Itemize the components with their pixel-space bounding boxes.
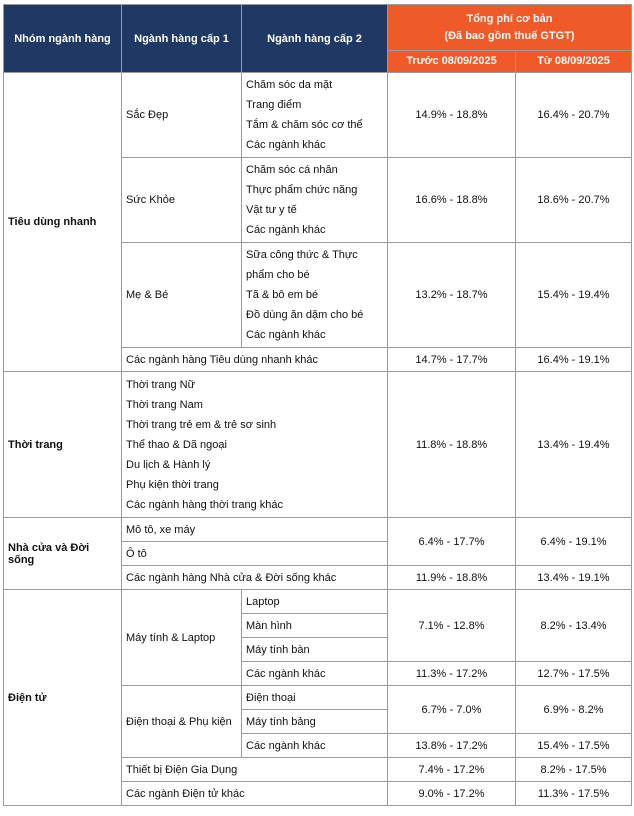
fee-from: 6.4% - 19.1% (516, 518, 632, 566)
level1-phones: Điện thoại & Phụ kiện (122, 686, 242, 758)
group-home: Nhà cửa và Đời sống (4, 518, 122, 590)
list-item: Thực phẩm chức năng (246, 184, 358, 196)
fee-before: 13.8% - 17.2% (388, 734, 516, 758)
level2-monitor: Màn hình (242, 614, 388, 638)
fmcg-other: Các ngành hàng Tiêu dùng nhanh khác (122, 348, 388, 372)
list-item: Đồ dùng ăn dặm cho bé (246, 309, 364, 321)
level2-phones-other: Các ngành khác (242, 734, 388, 758)
header-level2: Ngành hàng cấp 2 (242, 5, 388, 73)
list-item: Tã & bô em bé (246, 289, 319, 301)
fee-before: 13.2% - 18.7% (388, 243, 516, 348)
fee-from: 16.4% - 19.1% (516, 348, 632, 372)
list-item: Thời trang Nam (126, 398, 203, 411)
header-before: Trước 08/09/2025 (388, 51, 516, 73)
group-fmcg: Tiêu dùng nhanh (4, 73, 122, 372)
list-item: Các ngành khác (246, 329, 326, 341)
list-item: phẩm cho bé (246, 269, 310, 281)
list-item: Thời trang trẻ em & trẻ sơ sinh (126, 418, 277, 431)
header-fee-subtitle: (Đã bao gồm thuế GTGT) (444, 29, 575, 42)
level2-laptop: Laptop (242, 590, 388, 614)
home-car: Ô tô (122, 542, 388, 566)
home-other: Các ngành hàng Nhà cửa & Đời sống khác (122, 566, 388, 590)
level2-tablet: Máy tính bảng (242, 710, 388, 734)
fee-before: 11.9% - 18.8% (388, 566, 516, 590)
list-item: Thể thao & Dã ngoại (126, 438, 227, 451)
fee-from: 15.4% - 17.5% (516, 734, 632, 758)
table-row (4, 372, 632, 518)
fee-before: 11.3% - 17.2% (388, 662, 516, 686)
fee-from: 13.4% - 19.4% (516, 372, 632, 518)
list-item: Trang điểm (246, 99, 302, 111)
home-moto: Mô tô, xe máy (122, 518, 388, 542)
header-from: Từ 08/09/2025 (516, 51, 632, 73)
fee-before: 14.9% - 18.8% (388, 73, 516, 158)
fee-before: 16.6% - 18.8% (388, 158, 516, 243)
fee-from: 6.9% - 8.2% (516, 686, 632, 734)
header-level1: Ngành hàng cấp 1 (122, 5, 242, 73)
table-row (4, 590, 632, 614)
fee-from: 18.6% - 20.7% (516, 158, 632, 243)
list-item: Chăm sóc cá nhân (246, 164, 338, 176)
fashion-list (122, 372, 388, 518)
fee-table (3, 4, 632, 806)
fee-before: 6.7% - 7.0% (388, 686, 516, 734)
level1-baby: Mẹ & Bé (122, 243, 242, 348)
level1-beauty: Sắc Đẹp (122, 73, 242, 158)
level2-baby-list (242, 243, 388, 348)
fee-from: 8.2% - 13.4% (516, 590, 632, 662)
level2-desktop: Máy tính bàn (242, 638, 388, 662)
table-row (4, 518, 632, 542)
fee-before: 14.7% - 17.7% (388, 348, 516, 372)
electronics-other: Các ngành Điện tử khác (122, 782, 388, 806)
fee-from: 12.7% - 17.5% (516, 662, 632, 686)
level1-health: Sức Khỏe (122, 158, 242, 243)
list-item: Vật tư y tế (246, 204, 297, 216)
electronics-appliances: Thiết bị Điện Gia Dụng (122, 758, 388, 782)
level2-phone: Điện thoại (242, 686, 388, 710)
list-item: Các ngành khác (246, 139, 326, 151)
level2-health-list (242, 158, 388, 243)
level2-computers-other: Các ngành khác (242, 662, 388, 686)
level2-beauty-list (242, 73, 388, 158)
list-item: Thời trang Nữ (126, 378, 195, 391)
list-item: Chăm sóc da mặt (246, 79, 333, 91)
header-group: Nhóm ngành hàng (4, 5, 122, 73)
level1-computers: Máy tính & Laptop (122, 590, 242, 686)
group-electronics: Điện tử (4, 590, 122, 806)
list-item: Các ngành hàng thời trang khác (126, 498, 284, 511)
list-item: Các ngành khác (246, 224, 326, 236)
header-fee-title: Tổng phí cơ bản (466, 12, 553, 25)
fee-before: 7.1% - 12.8% (388, 590, 516, 662)
fee-before: 7.4% - 17.2% (388, 758, 516, 782)
fee-before: 9.0% - 17.2% (388, 782, 516, 806)
fee-from: 11.3% - 17.5% (516, 782, 632, 806)
fee-from: 8.2% - 17.5% (516, 758, 632, 782)
fee-before: 11.8% - 18.8% (388, 372, 516, 518)
fee-before: 6.4% - 17.7% (388, 518, 516, 566)
fee-from: 16.4% - 20.7% (516, 73, 632, 158)
header-fee (388, 5, 632, 51)
list-item: Du lịch & Hành lý (126, 458, 211, 471)
fee-from: 13.4% - 19.1% (516, 566, 632, 590)
list-item: Phụ kiện thời trang (126, 478, 219, 491)
list-item: Tắm & chăm sóc cơ thể (246, 119, 363, 131)
table-row (4, 73, 632, 158)
list-item: Sữa công thức & Thực (246, 249, 358, 261)
group-fashion: Thời trang (4, 372, 122, 518)
fee-from: 15.4% - 19.4% (516, 243, 632, 348)
